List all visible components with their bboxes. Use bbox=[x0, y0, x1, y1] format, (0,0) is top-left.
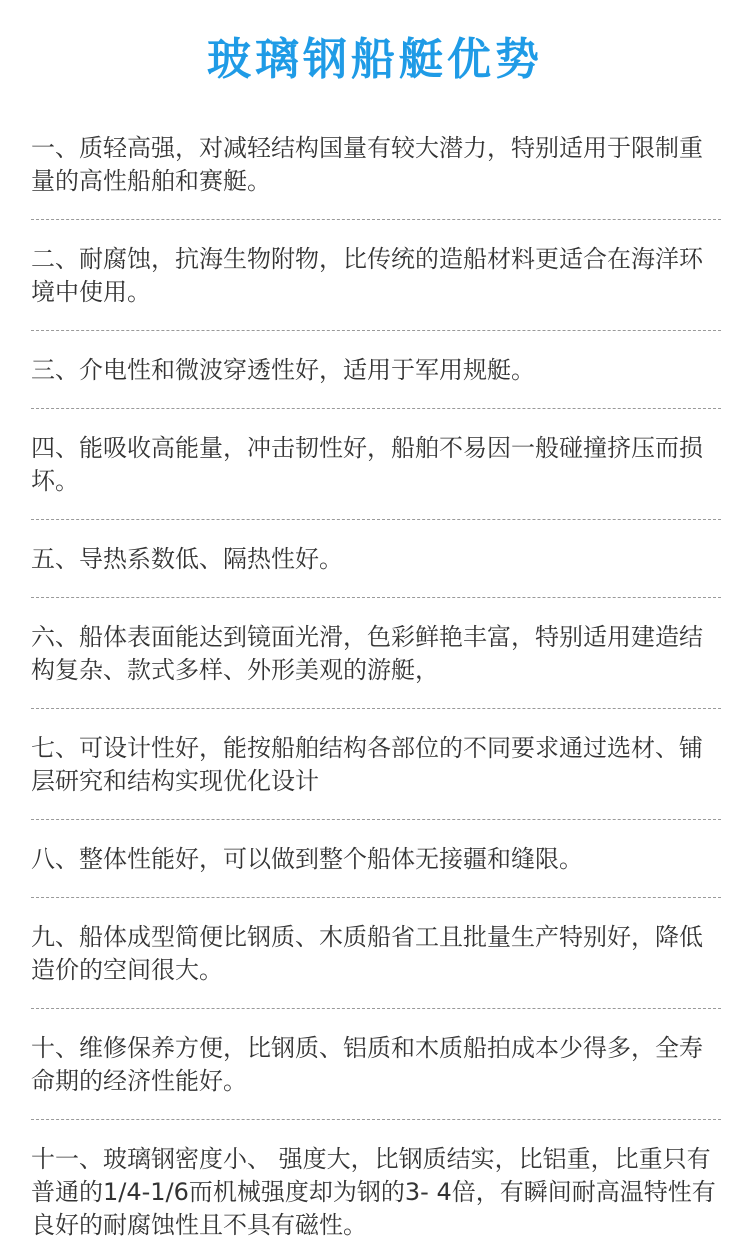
list-item bbox=[31, 843, 721, 876]
list-item bbox=[31, 243, 721, 309]
list-item-text: 一、质轻高强，对减轻结构国量有较大潜力，特别适用于限制重量的高性船舶和赛艇。 bbox=[31, 134, 703, 195]
list-item-text: 四、能吸收高能量，冲击韧性好，船舶不易因一般碰撞挤压而损坏。 bbox=[31, 434, 703, 495]
list-item bbox=[31, 543, 721, 576]
page-title: 玻璃钢船艇优势 bbox=[207, 34, 543, 85]
list-item bbox=[31, 1143, 721, 1242]
list-item bbox=[31, 132, 721, 198]
list-item-text: 七、可设计性好，能按船舶结构各部位的不同要求通过选材、铺层研究和结构实现优化设计 bbox=[31, 734, 703, 795]
list-item-text: 二、耐腐蚀，抗海生物附物，比传统的造船材料更适合在海洋环境中使用。 bbox=[31, 245, 703, 306]
list-item bbox=[31, 432, 721, 498]
list-item-text: 九、船体成型简便比钢质、木质船省工且批量生产特别好，降低造价的空间很大。 bbox=[31, 923, 703, 984]
list-item-text: 十、维修保养方便，比钢质、铝质和木质船拍成本少得多，全寿命期的经济性能好。 bbox=[31, 1034, 703, 1095]
list-item-text: 三、介电性和微波穿透性好，适用于军用规艇。 bbox=[31, 356, 535, 384]
list-item bbox=[31, 1032, 721, 1098]
advantage-list bbox=[31, 132, 721, 1242]
list-item bbox=[31, 354, 721, 387]
list-item-text: 五、导热系数低、隔热性好。 bbox=[31, 545, 343, 573]
list-item bbox=[31, 921, 721, 987]
list-item bbox=[31, 621, 721, 687]
list-item-text: 十一、玻璃钢密度小、 强度大，比钢质结实，比铝重，比重只有普通的1/4-1/6而机械强度却为钢的3- 4倍，有瞬间耐高温特性有良好的耐腐蚀性且不具有磁性。 bbox=[31, 1145, 716, 1239]
list-item-text: 八、整体性能好，可以做到整个船体无接疆和缝限。 bbox=[31, 845, 583, 873]
list-item-text: 六、船体表面能达到镜面光滑，色彩鲜艳丰富，特别适用建造结构复杂、款式多样、外形美观的游艇， bbox=[31, 623, 703, 684]
list-item bbox=[31, 732, 721, 798]
